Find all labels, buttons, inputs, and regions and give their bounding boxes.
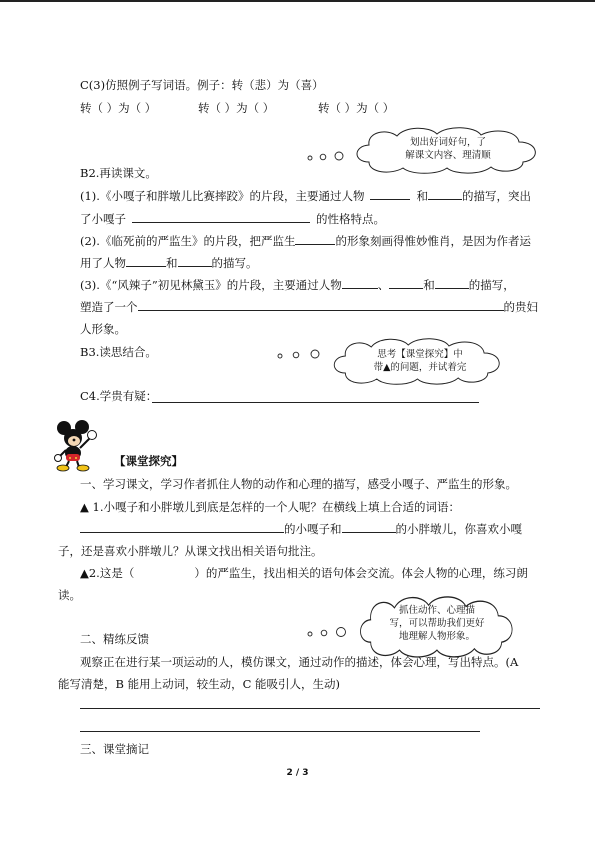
practice-line2: 能写清楚，B 能用上动词，较生动，C 能吸引人，生动) xyxy=(58,677,341,691)
practice-answer-line-1[interactable] xyxy=(80,708,540,709)
c3-pattern-a: 转（ ）为（ ） xyxy=(80,101,157,115)
practice-line1: 观察正在进行某一项运动的人，模仿课文，通过动作的描述，体会心理，写出特点。(A xyxy=(80,655,519,669)
b2-q2-line1: (2).《临死前的严监生》的片段，把严监生 的形象刻画得惟妙惟肖，是因为作者运 xyxy=(80,234,531,248)
b2-q3-line1: (3).《“风辣子”初见林黛玉》的片段，主要通过人物 、 和 的描写， xyxy=(80,278,515,292)
cloud-2-text: 思考【课堂探究】中 带▲的问题，并试着完 xyxy=(373,349,467,373)
cloud-3-text: 抓住动作、心理描 写，可以帮助我们更好 地理解人物形象。 xyxy=(389,605,485,642)
c3-pattern-b: 转（ ）为（ ） xyxy=(198,101,275,115)
inquiry-q1-line1: ▲ 1.小嘎子和小胖墩儿到底是怎样的一个人呢？在横线上填上合适的词语： xyxy=(80,500,460,514)
inquiry-q1-line2: 的小嘎子和 的小胖墩儿，你喜欢小嘎 xyxy=(80,521,522,537)
c3-pattern-c: 转（ ）为（ ） xyxy=(318,101,395,115)
b2-q2-line2: 用了人物 和 的描写。 xyxy=(80,256,258,270)
b3-title: B3.读思结合。 xyxy=(80,345,157,359)
c4-answer-line[interactable] xyxy=(152,402,479,403)
page-number: 2 / 3 xyxy=(286,768,309,778)
c3-title: C(3)仿照例子写词语。例子：转（悲）为（喜） xyxy=(80,78,324,92)
inquiry-q2-line1: ▲2.这是（ ）的严监生，找出相关的语句体会交流。体会人物的心理，练习朗 xyxy=(80,566,528,580)
inquiry-heading: 【课堂探究】 xyxy=(114,454,183,468)
page-top-border xyxy=(0,0,595,2)
thought-dots-1 xyxy=(306,150,348,164)
b2-q3-line2: 塑造了一个 的贵妇 xyxy=(80,300,538,314)
thought-dots-3 xyxy=(306,626,350,640)
b2-q1-line2: 了小嘎子 的性格特点。 xyxy=(80,212,385,226)
inquiry-q1-line3: 子，还是喜欢小胖墩儿？从课文找出相关语句批注。 xyxy=(58,544,323,558)
c4-label: C4.学贵有疑： xyxy=(80,389,158,403)
b2-q3-line3: 人形象。 xyxy=(80,322,126,336)
b2-q1-line1: (1).《小嘎子和胖墩儿比赛摔跤》的片段，主要通过人物 和 的描写，突出 xyxy=(80,189,531,203)
notes-heading: 三、课堂摘记 xyxy=(80,742,149,756)
cloud-1-text: 划出好词好句，了 解课文内容、理清顺 xyxy=(405,137,491,161)
practice-heading: 二、精练反馈 xyxy=(80,632,149,646)
mickey-mouse-icon xyxy=(52,420,102,472)
inquiry-intro: 一、学习课文，学习作者抓住人物的动作和心理的描写，感受小嘎子、严监生的形象。 xyxy=(80,477,517,491)
thought-dots-2 xyxy=(276,348,324,362)
practice-answer-line-2[interactable] xyxy=(80,731,480,732)
b2-title: B2.再读课文。 xyxy=(80,166,157,180)
inquiry-q2-line2: 读。 xyxy=(58,588,81,602)
